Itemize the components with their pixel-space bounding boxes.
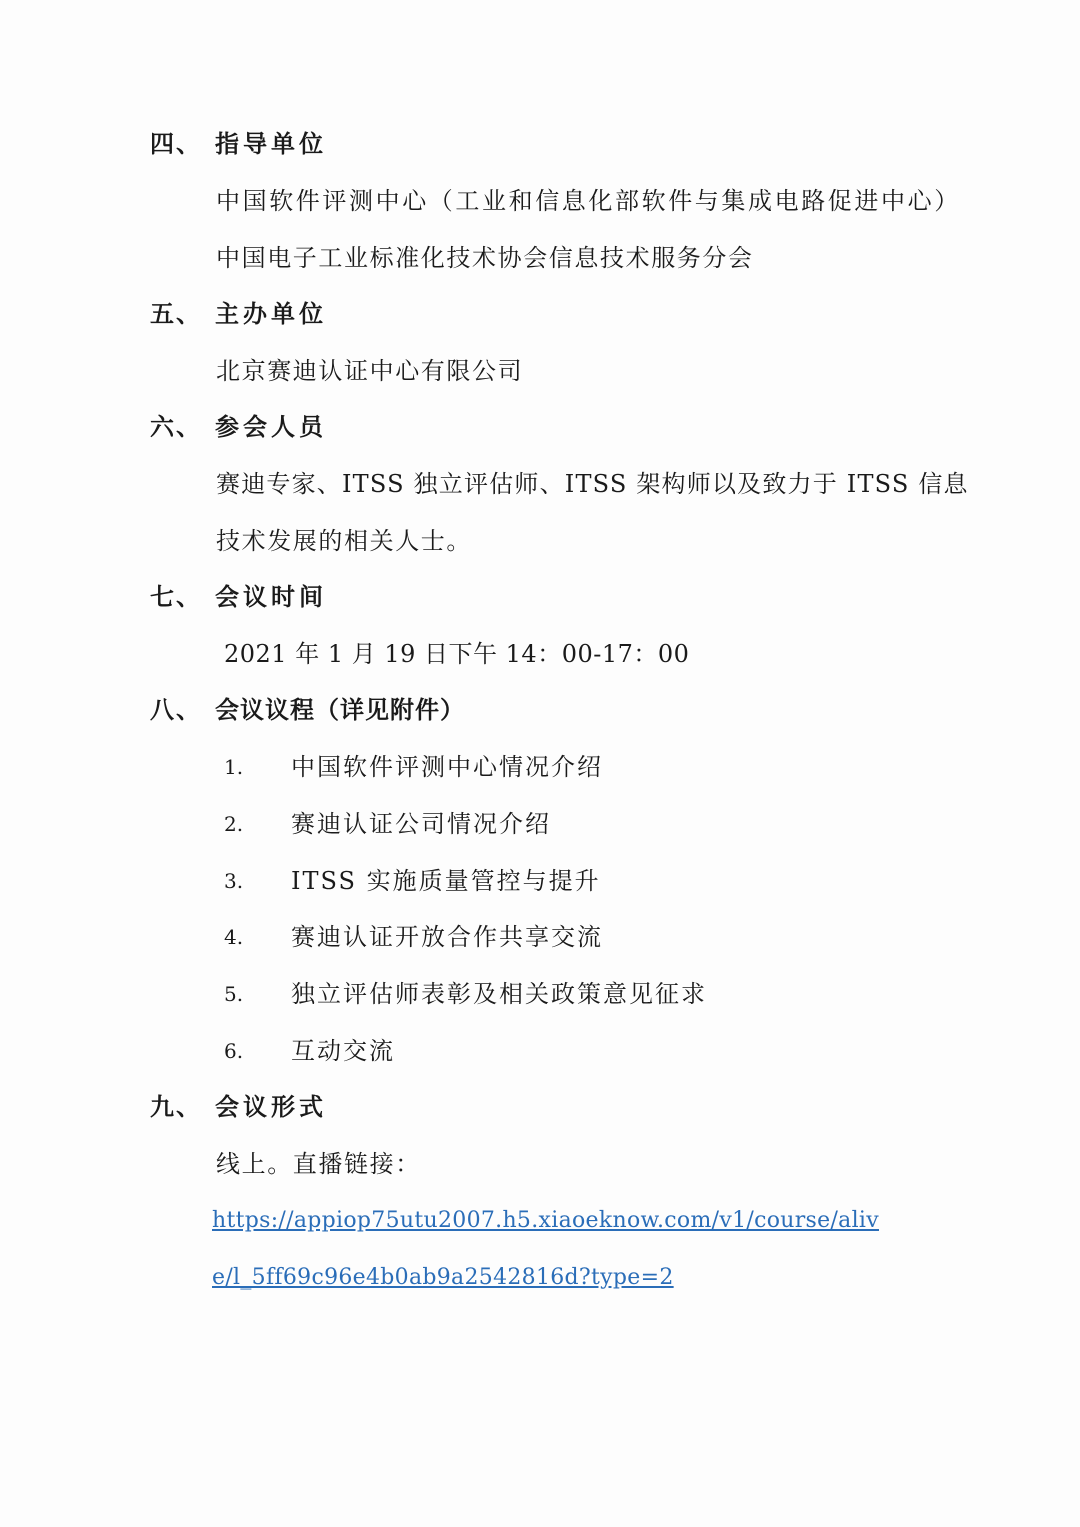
section-4-line-2: 中国电子工业标准化技术协会信息技术服务分会 <box>216 244 754 272</box>
agenda-item-3-number: 3. <box>224 869 244 893</box>
agenda-item-6-text: 互动交流 <box>291 1037 395 1065</box>
section-6-line-2: 技术发展的相关人士。 <box>216 527 472 555</box>
section-4-line-1: 中国软件评测中心（工业和信息化部软件与集成电路促进中心） <box>216 187 961 215</box>
section-7-title: 会议时间 <box>215 582 327 611</box>
agenda-item-4-number: 4. <box>224 925 244 949</box>
agenda-item-1-text: 中国软件评测中心情况介绍 <box>291 753 603 781</box>
section-5-title: 主办单位 <box>215 299 327 328</box>
live-stream-link-line-2[interactable]: e/l_5ff69c96e4b0ab9a2542816d?type=2 <box>212 1265 674 1290</box>
agenda-item-2-text: 赛迪认证公司情况介绍 <box>291 810 551 838</box>
section-7-line-1: 2021 年 1 月 19 日下午 14：00-17：00 <box>224 640 690 668</box>
section-9-number: 九、 <box>150 1092 202 1121</box>
section-5-number: 五、 <box>150 299 202 328</box>
section-6-title: 参会人员 <box>215 412 327 441</box>
agenda-item-5-text: 独立评估师表彰及相关政策意见征求 <box>291 980 707 1008</box>
section-4-number: 四、 <box>150 129 202 158</box>
agenda-item-1-number: 1. <box>224 755 244 779</box>
agenda-item-5-number: 5. <box>224 982 244 1006</box>
section-6-number: 六、 <box>150 412 202 441</box>
section-8-number: 八、 <box>150 695 202 724</box>
section-4-title: 指导单位 <box>215 129 327 158</box>
live-stream-link-line-1[interactable]: https://appiop75utu2007.h5.xiaoeknow.com/v1/course/aliv <box>212 1208 879 1233</box>
section-5-line-1: 北京赛迪认证中心有限公司 <box>216 357 524 385</box>
section-9-title: 会议形式 <box>215 1092 327 1121</box>
section-9-line-1: 线上。直播链接： <box>216 1150 421 1178</box>
section-6-line-1: 赛迪专家、ITSS 独立评估师、ITSS 架构师以及致力于 ITSS 信息 <box>216 470 969 498</box>
section-7-number: 七、 <box>150 582 202 611</box>
agenda-item-3-text: ITSS 实施质量管控与提升 <box>291 867 601 895</box>
agenda-item-4-text: 赛迪认证开放合作共享交流 <box>291 923 603 951</box>
agenda-item-2-number: 2. <box>224 812 244 836</box>
agenda-item-6-number: 6. <box>224 1039 244 1063</box>
section-8-title: 会议议程（详见附件） <box>215 695 465 724</box>
